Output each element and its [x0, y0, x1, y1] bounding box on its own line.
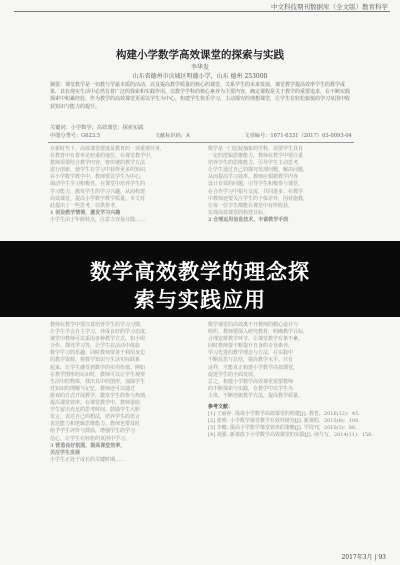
- section-rule: [48, 142, 354, 143]
- body-column-right-bottom: [208, 322, 374, 532]
- body-line: 教师在教学中要注意培养学生的学习习惯，: [50, 322, 146, 328]
- body-line: 总之，构建小学数学高效课堂需要教师: [208, 378, 294, 385]
- body-line: 给予学生评价与鼓励，增强学生的学习: [50, 428, 136, 435]
- body-line: 进行创新，使学生在学习中获得更多的知识，: [50, 167, 151, 174]
- body-line: 在小学数学教学中，教师要以学生为中心，: [50, 174, 146, 181]
- body-line: 组织，教师要深入研究教材，明确教学目标，: [208, 329, 309, 336]
- body-line: 合理安排教学环节，让课堂教学有条不紊。: [208, 336, 304, 343]
- body-line: 促进学生的全面发展。: [208, 371, 259, 378]
- body-line: 中教师还要关注学生的个体差异，因材施教，: [208, 195, 309, 202]
- body-line: 这样，才能真正构建小学数学高效课堂，: [208, 364, 299, 371]
- body-line: 在教育中有着举足轻重的地位，在课堂教学中，: [50, 153, 156, 160]
- body-column-left-top: [50, 146, 196, 232]
- document-code: 文献标识码：A: [154, 133, 190, 139]
- body-line: 学习能力，激发学生的学习兴趣，从而构建: [50, 188, 146, 195]
- body-line: 数学是一门比较抽象的学科，需要学生具有: [208, 146, 304, 152]
- body-line: 游戏的方式开展教学，激发学生的参与热情，: [50, 392, 151, 399]
- section-heading-cont: 关注学生发展: [50, 449, 81, 456]
- body-line: 的教学资源，将数学知识与生活实际联系: [50, 357, 141, 364]
- author: 李华发: [190, 64, 209, 71]
- body-line: 实现高效课堂的构建目标。: [208, 209, 269, 216]
- body-line: 小学生正处于成长的关键时期……: [50, 456, 126, 463]
- affiliation: 山东省德州市庆城区明德小学，山东 德州 253000: [132, 73, 268, 80]
- classification-line: [50, 132, 352, 139]
- body-line: 同时教师要不断提升自身的专业素养，: [208, 343, 294, 350]
- body-line: 教师需要结合教学内容，将传统的教学方法: [50, 160, 146, 167]
- body-line: 数学课堂的高效离不开教师的精心设计与: [208, 322, 299, 328]
- body-line: 让每一位学生都能在课堂中有所收获，: [208, 202, 294, 209]
- keywords: 关键词：小学数学；高效课堂；探索实践: [50, 125, 144, 131]
- header-rule: [14, 11, 390, 12]
- body-line: 数学学习的乐趣。同时教师要善于利用身边: [50, 350, 146, 357]
- body-line: 让学生学会自主学习，养成良好的学习态度。: [50, 329, 151, 336]
- section-heading: 1 创设教学情境，激发学习兴趣: [50, 209, 121, 216]
- banner-title: [0, 258, 400, 314]
- body-line: 合作、探究学习等，让学生在活动中体验: [50, 343, 141, 350]
- body-line: 小学生由于年龄特点，注意力容易分散……: [50, 216, 146, 223]
- body-line: 提高课堂效率。在课堂教学中，教师要给: [50, 400, 141, 407]
- body-line: 在新时代下，高效课堂建设是教育的一项重要任务，: [50, 146, 166, 152]
- body-line: 发言，表达自己的想法，培养学生的语言: [50, 414, 141, 421]
- running-header: 中文科技期刊数据库（全文版）教育科学: [271, 3, 388, 11]
- reference-item: [2] 张明. 小学数学课堂教学有效性研究[J]. 新课程，2015(8)：108.: [208, 418, 360, 425]
- banner-title-line-1: 数学高效教学的理念探: [90, 260, 310, 284]
- body-column-left-bottom: [50, 322, 196, 522]
- body-line: 的不断探索与实践，在教学中以学生为: [208, 385, 294, 392]
- body-line: 此提出了一些思考，以供参考。: [50, 202, 121, 209]
- article-number: 文章编号：1671-6331（2017）03-0093-04: [244, 133, 352, 139]
- body-line: 学习先进的教学理念与方法，在实践中: [208, 350, 294, 357]
- body-line: 让学生通过自己的探究发现问题、解决问题，: [208, 167, 309, 174]
- body-line: 课堂中教师可以采用多种教学方式，如小组: [50, 336, 146, 343]
- body-column-right-top: [208, 146, 354, 232]
- banner-title-line-2: 索与实践应用: [134, 288, 266, 312]
- body-line: 信心，让学生在轻松的氛围中学习。: [50, 435, 131, 442]
- body-line: 学生留出充足的思考时间，鼓励学生大胆: [50, 407, 141, 414]
- article-title: 构建小学数学高效课堂的探索与实践: [116, 49, 284, 61]
- body-line: 培养学生的思维能力，引导学生主动思考，: [208, 160, 304, 167]
- abstract: 摘要：课堂教学是一切教与学最本质的活动，以及提高教学质量的核心的课堂，关系学生的未来发展，课堂教学提高效率学生的教学成果，其在现实生活中必然有着广泛的探索和实践作用，以数学学科的核心素养为主要内容，确定课程是关于教学的重要追求，在不断实践探索中积累经验，作为教学的高效课堂更需以学生为中心，构建学生快乐学习、主动探究的理想课堂，让学生在轻松愉悦的学习氛围中收获知识与能力的提升。: [50, 82, 351, 110]
- body-line: 设计有效的问题，引导学生积极参与课堂，: [208, 181, 304, 188]
- body-line: 表达能力和逻辑思维能力。教师也要及时: [50, 421, 141, 428]
- body-line: 一定的逻辑思维能力，教师在教学中要注重: [208, 153, 304, 160]
- body-line: 在教学图形的认识时，教师可以让学生观察: [50, 371, 146, 378]
- body-line: 调动学生学习积极性。在课堂中培养学生的: [50, 181, 146, 188]
- page-footer: 2017年3月 | 93: [341, 554, 386, 561]
- body-line: 从而提高学习效率。教师应根据教学内容: [208, 174, 299, 181]
- body-line: 在合作学习中相互交流，共同进步。在教学: [208, 188, 304, 195]
- section-heading: 2 合理运用信息技术，丰富教学手段: [208, 216, 289, 223]
- body-line: 主体，不断创新教学方法，提高教学质量。: [208, 392, 304, 399]
- body-line: 对知识的理解与记忆。教师还可以通过: [50, 385, 136, 392]
- reference-item: [1] 王丽萍. 浅谈小学数学高效课堂的构建[J]. 教育，2016(12)：45.: [208, 411, 360, 418]
- body-line: 起来，让学生感受到数学的实用价值。例如: [50, 364, 146, 371]
- reference-item: [4] 刘强. 新课改下小学数学高效课堂的实践[J]. 读与写，2014(11)：156.: [208, 432, 374, 439]
- class-number: 中图分类号：G623.5: [50, 133, 101, 139]
- section-heading: 3 营造良好氛围，提高课堂效率，: [50, 442, 126, 449]
- body-line: 生活中的物体，找出其中的图形，加深学生: [50, 378, 146, 385]
- reference-item: [3] 李娜. 提高小学数学课堂效率的策略[J]. 学周刊，2016(3)：88.: [208, 425, 357, 432]
- body-line: 高效课堂，提高小学数学教学质量。本文对: [50, 195, 146, 202]
- references-heading: 参考文献：: [208, 404, 234, 411]
- body-line: 不断反思与总结，提高教学水平。只有: [208, 357, 294, 364]
